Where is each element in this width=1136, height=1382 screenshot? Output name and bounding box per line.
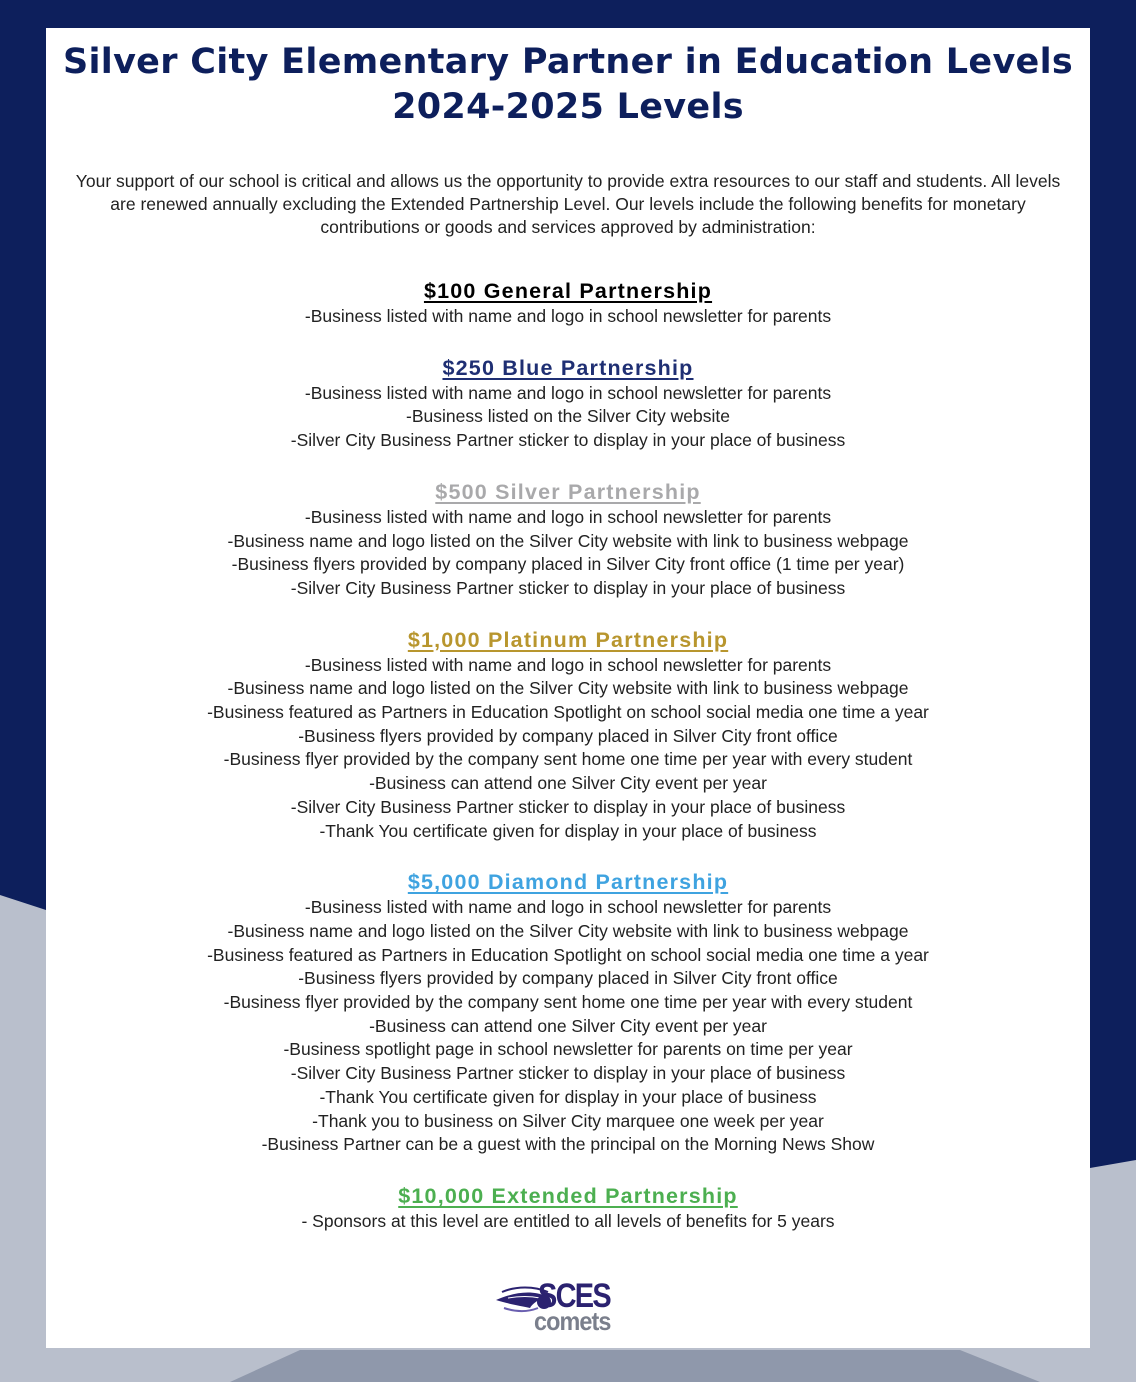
level-heading: $100 General Partnership <box>423 279 713 303</box>
benefit-item: -Business listed on the Silver City website <box>406 406 730 427</box>
benefit-item: -Silver City Business Partner sticker to display in your place of business <box>290 577 846 598</box>
benefit-item: -Business flyers provided by company placed in Silver City front office <box>298 725 838 746</box>
benefit-item: -Business can attend one Silver City event per year <box>369 773 767 794</box>
benefit-list <box>46 896 1090 1157</box>
benefit-item: -Business listed with name and logo in school newsletter for parents <box>304 897 832 918</box>
benefit-item: -Thank You certificate given for display in your place of business <box>319 1086 817 1107</box>
logo-sces-text: SCES <box>538 1277 610 1315</box>
benefit-list <box>46 382 1090 453</box>
benefit-item: -Business name and logo listed on the Silver City website with link to business webpage <box>227 920 909 941</box>
partnership-level <box>46 1182 1090 1234</box>
benefit-item: -Silver City Business Partner sticker to display in your place of business <box>290 1063 846 1084</box>
benefit-item: -Business flyers provided by company placed in Silver City front office (1 time per year) <box>231 554 905 575</box>
document-card <box>46 28 1090 1348</box>
benefit-item: -Business flyer provided by the company sent home one time per year with every student <box>223 992 913 1013</box>
benefit-item: -Business can attend one Silver City event per year <box>369 1015 767 1036</box>
benefit-item: -Silver City Business Partner sticker to display in your place of business <box>290 796 846 817</box>
level-heading: $250 Blue Partnership <box>442 355 694 380</box>
benefit-item: -Thank you to business on Silver City marquee one week per year <box>312 1110 824 1131</box>
intro-paragraph: Your support of our school is critical and allows us the opportunity to provide extra resources to our staff and students. All levels are renewed annually excluding the Extended Partnership Level. Our levels include the following benefits for monetary contributions or goods and services approved by administration: <box>75 171 1061 237</box>
benefit-item: -Business spotlight page in school newsletter for parents on time per year <box>283 1039 853 1060</box>
benefit-item: - Sponsors at this level are entitled to all levels of benefits for 5 years <box>301 1210 835 1231</box>
benefit-item: -Business featured as Partners in Education Spotlight on school social media one time a year <box>207 702 929 723</box>
sces-comets-logo <box>494 1278 654 1340</box>
benefit-item: -Business listed with name and logo in school newsletter for parents <box>304 654 832 675</box>
title-line-1: Silver City Elementary Partner in Education Levels <box>62 42 1074 82</box>
benefit-item: -Business name and logo listed on the Silver City website with link to business webpage <box>227 678 909 699</box>
benefit-item: -Business listed with name and logo in school newsletter for parents <box>304 506 832 527</box>
partnership-level <box>46 354 1090 453</box>
partnership-level <box>46 868 1090 1157</box>
benefit-item: -Business name and logo listed on the Silver City website with link to business webpage <box>227 530 909 551</box>
page-title <box>46 40 1090 130</box>
benefit-item: -Business flyers provided by company placed in Silver City front office <box>298 968 838 989</box>
level-heading: $5,000 Diamond Partnership <box>407 870 729 895</box>
level-heading: $10,000 Extended Partnership <box>398 1183 738 1208</box>
partnership-levels <box>46 277 1090 1234</box>
partnership-level <box>46 277 1090 329</box>
benefit-list <box>46 654 1090 844</box>
benefit-item: -Business featured as Partners in Education Spotlight on school social media one time a year <box>207 944 929 965</box>
benefit-item: -Business listed with name and logo in school newsletter for parents <box>304 306 832 326</box>
logo-comets-text: comets <box>534 1306 611 1336</box>
benefit-item: -Business listed with name and logo in school newsletter for parents <box>304 382 832 403</box>
benefit-list <box>46 305 1090 329</box>
benefit-item: -Business Partner can be a guest with the principal on the Morning News Show <box>261 1134 875 1155</box>
title-line-2: 2024-2025 Levels <box>392 87 744 127</box>
benefit-item: -Business flyer provided by the company sent home one time per year with every student <box>223 749 913 770</box>
benefit-list <box>46 1210 1090 1234</box>
partnership-level <box>46 626 1090 844</box>
benefit-list <box>46 506 1090 601</box>
benefit-item: -Silver City Business Partner sticker to display in your place of business <box>290 430 846 451</box>
benefit-item: -Thank You certificate given for display in your place of business <box>319 820 817 841</box>
partnership-level <box>46 478 1090 601</box>
level-heading: $500 Silver Partnership <box>435 479 701 504</box>
level-heading: $1,000 Platinum Partnership <box>407 627 729 652</box>
